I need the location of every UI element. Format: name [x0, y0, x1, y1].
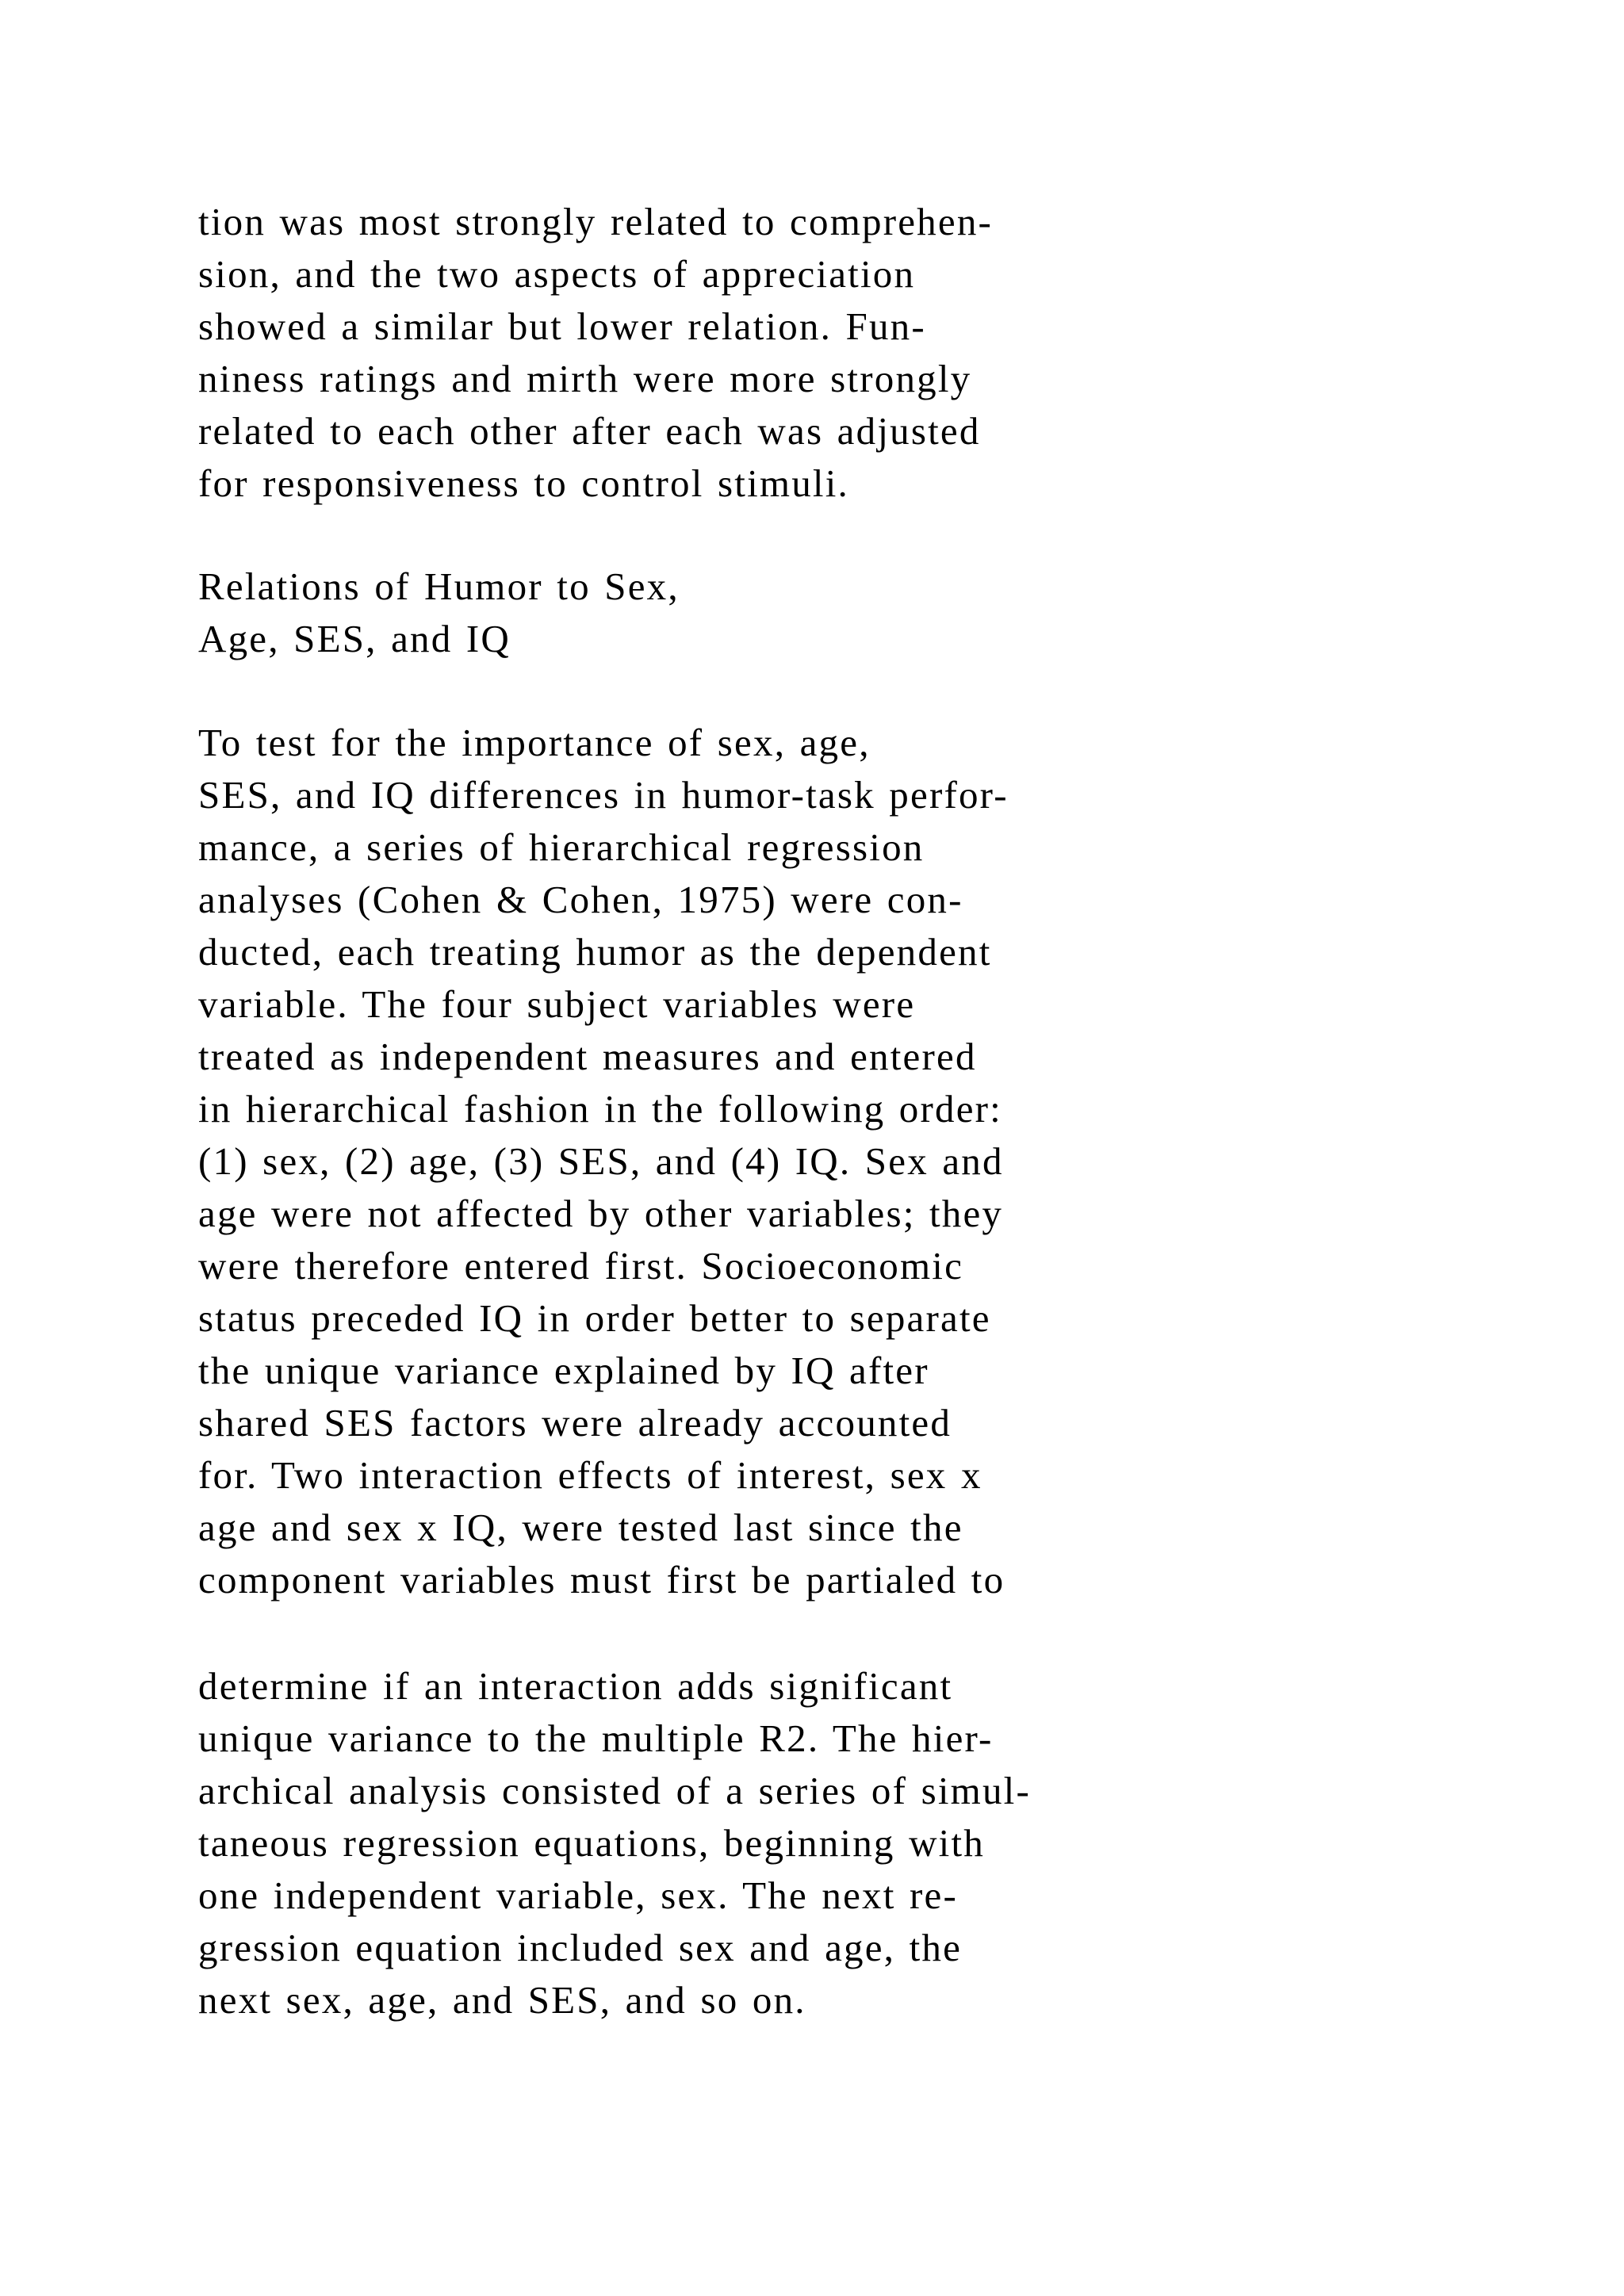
- text-line: age were not affected by other variables; they: [198, 1192, 1004, 1235]
- text-line: showed a similar but lower relation. Fun-: [198, 304, 926, 348]
- text-line: the unique variance explained by IQ after: [198, 1349, 929, 1392]
- text-line: were therefore entered first. Socioeconomic: [198, 1244, 964, 1288]
- heading-line: Age, SES, and IQ: [198, 617, 511, 660]
- text-line: niness ratings and mirth were more strongly: [198, 357, 972, 400]
- paragraph-regression-method: [198, 717, 1009, 1606]
- paragraph-comprehension-relations: [198, 196, 993, 510]
- text-line: next sex, age, and SES, and so on.: [198, 1978, 806, 2022]
- text-line: ducted, each treating humor as the dependent: [198, 930, 992, 974]
- section-heading: [198, 561, 680, 665]
- text-line: taneous regression equations, beginning with: [198, 1821, 985, 1865]
- text-line: To test for the importance of sex, age,: [198, 721, 871, 764]
- text-line: archical analysis consisted of a series of simul-: [198, 1769, 1031, 1812]
- text-line: status preceded IQ in order better to separate: [198, 1296, 991, 1340]
- paragraph-hierarchical-analysis: [198, 1660, 1031, 2026]
- text-line: gression equation included sex and age, the: [198, 1926, 963, 1969]
- text-line: related to each other after each was adjusted: [198, 409, 981, 453]
- text-line: SES, and IQ differences in humor-task perfor-: [198, 773, 1009, 817]
- text-line: for responsiveness to control stimuli.: [198, 461, 849, 505]
- text-line: shared SES factors were already accounted: [198, 1401, 952, 1445]
- text-line: treated as independent measures and entered: [198, 1035, 977, 1078]
- text-line: analyses (Cohen & Cohen, 1975) were con-: [198, 878, 963, 921]
- text-line: unique variance to the multiple R2. The hier-: [198, 1716, 994, 1760]
- text-line: tion was most strongly related to comprehen-: [198, 200, 994, 243]
- text-line: in hierarchical fashion in the following order:: [198, 1087, 1002, 1131]
- text-line: variable. The four subject variables were: [198, 982, 916, 1026]
- text-line: age and sex x IQ, were tested last since the: [198, 1506, 963, 1549]
- text-line: component variables must first be partialed to: [198, 1558, 1005, 1601]
- text-line: determine if an interaction adds significant: [198, 1664, 953, 1708]
- text-line: for. Two interaction effects of interest, sex x: [198, 1453, 982, 1497]
- text-line: mance, a series of hierarchical regression: [198, 825, 925, 869]
- heading-line: Relations of Humor to Sex,: [198, 564, 680, 608]
- text-line: one independent variable, sex. The next re-: [198, 1873, 958, 1917]
- text-line: sion, and the two aspects of appreciation: [198, 252, 916, 296]
- text-line: (1) sex, (2) age, (3) SES, and (4) IQ. Sex and: [198, 1139, 1004, 1183]
